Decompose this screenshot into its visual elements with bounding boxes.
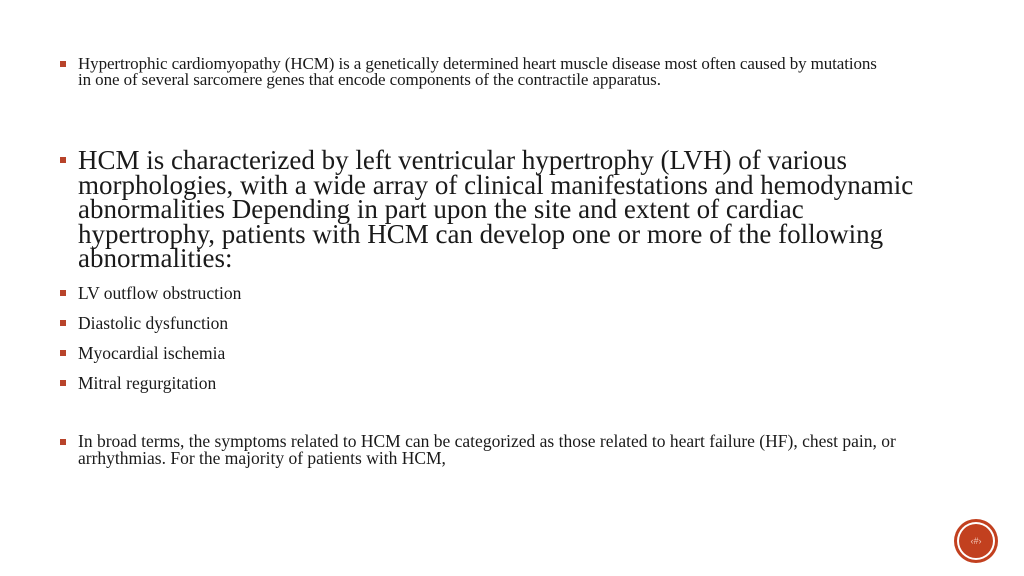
square-bullet-icon [60,439,66,445]
bullet-characterization-text: HCM is characterized by left ventricular hypertrophy (LVH) of various morphologies, with a wide array of clinical manifestations and hemodynamic abnormalities Depending in part upon the site and extent of cardiac hypertrophy, patients with HCM can develop one or more of the following abnormalities: [78,145,914,273]
page-number-badge [957,522,995,560]
list-item [60,373,216,393]
bullet-intro [60,56,890,88]
list-item-text: Mitral regurgitation [78,373,217,393]
square-bullet-icon [60,350,66,356]
bullet-symptoms [60,433,930,467]
list-item-text: Diastolic dysfunction [78,313,229,333]
list-item [60,343,225,363]
square-bullet-icon [60,320,66,326]
square-bullet-icon [60,290,66,296]
bullet-intro-text: Hypertrophic cardiomyopathy (HCM) is a genetically determined heart muscle disease most often caused by mutations in one of several sarcomere genes that encode components of the contractile apparatus. [78,54,877,89]
page-number: ‹#› [970,536,982,546]
square-bullet-icon [60,380,66,386]
list-item [60,283,241,303]
list-item [60,313,228,333]
bullet-symptoms-text: In broad terms, the symptoms related to HCM can be categorized as those related to heart failure (HF), chest pain, or arrhythmias. For the majority of patients with HCM, [78,431,896,468]
bullet-characterization [60,145,920,273]
square-bullet-icon [60,157,66,163]
list-item-text: Myocardial ischemia [78,343,226,363]
list-item-text: LV outflow obstruction [78,283,242,303]
square-bullet-icon [60,61,66,67]
